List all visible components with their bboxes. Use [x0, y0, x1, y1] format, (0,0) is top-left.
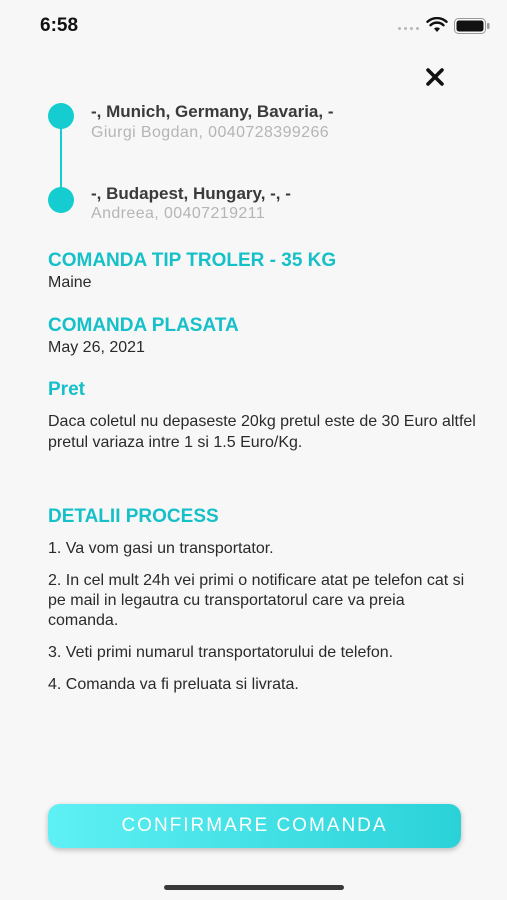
home-indicator[interactable] — [164, 885, 344, 890]
order-placed-title: COMANDA PLASATA — [48, 315, 239, 336]
battery-icon — [454, 18, 490, 34]
process-step: 2. In cel mult 24h vei primi o notificare atat pe telefon cat si pe mail in legautra cu transportatorul care va preia comanda. — [48, 572, 465, 629]
status-bar — [0, 0, 507, 52]
destination-address: -, Budapest, Hungary, -, - — [91, 184, 291, 203]
wifi-icon — [426, 17, 448, 33]
process-steps — [48, 539, 468, 707]
origin-contact: Giurgi Bogdan, 0040728399266 — [91, 124, 330, 141]
route-destination-dot — [48, 187, 74, 213]
order-type-title: COMANDA TIP TROLER - 35 KG — [48, 250, 337, 271]
order-type-value: Maine — [48, 274, 92, 291]
price-text: Daca coletul nu depaseste 20kg pretul este de 30 Euro altfel pretul variaza intre 1 si 1.5 Euro/Kg. — [48, 413, 476, 451]
order-placed-date: May 26, 2021 — [48, 339, 145, 356]
process-step: 4. Comanda va fi preluata si livrata. — [48, 676, 299, 693]
close-icon[interactable] — [423, 65, 447, 89]
route-line — [60, 125, 62, 189]
price-title: Pret — [48, 379, 85, 400]
origin-address: -, Munich, Germany, Bavaria, - — [91, 102, 334, 121]
destination-contact: Andreea, 00407219211 — [91, 205, 266, 222]
process-step: 1. Va vom gasi un transportator. — [48, 540, 274, 557]
signal-icon — [398, 27, 419, 30]
confirm-order-button[interactable]: CONFIRMARE COMANDA — [48, 804, 461, 848]
process-step: 3. Veti primi numarul transportatorului de telefon. — [48, 644, 394, 661]
status-time: 6:58 — [40, 15, 79, 36]
process-title: DETALII PROCESS — [48, 506, 219, 527]
